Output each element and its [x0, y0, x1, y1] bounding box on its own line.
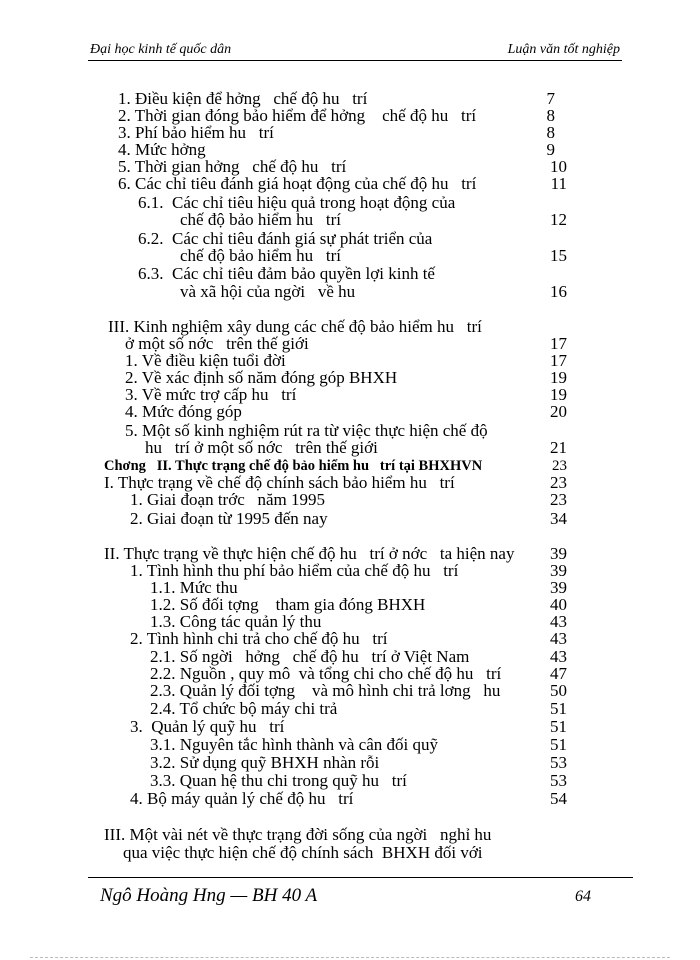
toc-entry: 6.2. Các chỉ tiêu đánh giá sự phát triển của	[138, 229, 433, 248]
toc-page: 10	[550, 157, 567, 176]
toc-entry: ở một số nớc trên thế giới	[125, 334, 309, 353]
toc-entry: 4. Mức đóng góp	[125, 402, 242, 421]
toc-entry: II. Thực trạng về thực hiện chế độ hu trí ở nớc ta hiện nay	[104, 544, 515, 563]
page-break-line	[30, 957, 670, 958]
toc-page: 23	[550, 473, 567, 492]
toc-page: 11	[550, 174, 567, 193]
toc-page: 17	[550, 334, 567, 353]
toc-entry: 2. Giai đoạn từ 1995 đến nay	[130, 509, 328, 528]
toc-entry: 3.2. Sử dụng quỹ BHXH nhàn rỗi	[150, 753, 380, 772]
toc-entry: 5. Thời gian hởng chế độ hu trí	[118, 157, 347, 176]
toc-page: 40	[550, 595, 567, 614]
toc-entry: 6.1. Các chỉ tiêu hiệu quả trong hoạt động của	[138, 193, 456, 212]
toc-entry: 1. Về điều kiện tuổi đời	[125, 351, 286, 370]
toc-entry: chế độ bảo hiểm hu trí	[180, 246, 341, 265]
toc-page: 21	[550, 438, 567, 457]
toc-page: 19	[550, 385, 567, 404]
toc-entry: 2.2. Nguồn , quy mô và tổng chi cho chế độ hu trí	[150, 664, 502, 683]
toc-entry: 6.3. Các chỉ tiêu đảm bảo quyền lợi kinh tế	[138, 264, 435, 283]
toc-chapter-heading: Chơng II. Thực trạng chế độ bảo hiểm hu trí tại BHXHVN	[104, 458, 483, 474]
toc-entry: hu trí ở một số nớc trên thế giới	[145, 438, 378, 457]
toc-entry: 3. Quản lý quỹ hu trí	[130, 717, 285, 736]
toc-page: 43	[550, 612, 567, 631]
toc-page: 23	[550, 490, 567, 509]
toc-page: 54	[550, 789, 567, 808]
toc-page: 16	[550, 282, 567, 301]
toc-page: 39	[550, 561, 567, 580]
toc-entry: 1.1. Mức thu	[150, 578, 238, 597]
toc-entry: 1. Tình hình thu phí bảo hiểm của chế độ hu trí	[130, 561, 459, 580]
toc-entry: 1.2. Số đối tợng tham gia đóng BHXH	[150, 595, 426, 614]
toc-entry: I. Thực trạng về chế độ chính sách bảo hiểm hu trí	[104, 473, 455, 492]
toc-page: 50	[550, 681, 567, 700]
toc-page: 39	[550, 578, 567, 597]
toc-page: 20	[550, 402, 567, 421]
toc-entry: chế độ bảo hiểm hu trí	[180, 210, 341, 229]
toc-entry: 5. Một số kinh nghiệm rút ra từ việc thực hiện chế độ	[125, 421, 488, 440]
header-university: Đại học kinh tế quốc dân	[90, 42, 232, 57]
toc-page: 53	[550, 771, 567, 790]
toc-page: 34	[550, 509, 567, 528]
toc-entry: 6. Các chỉ tiêu đánh giá hoạt động của chế độ hu trí	[118, 174, 477, 193]
toc-page: 8	[546, 123, 555, 142]
toc-entry: 2. Tình hình chi trả cho chế độ hu trí	[130, 629, 388, 648]
toc-page: 43	[550, 629, 567, 648]
header-rule	[88, 60, 622, 61]
header-thesis-title: Luận văn tốt nghiệp	[507, 42, 620, 57]
toc-entry: 4. Bộ máy quản lý chế độ hu trí	[130, 789, 354, 808]
toc-entry: III. Một vài nét về thực trạng đời sống của ngời nghỉ hu	[104, 825, 492, 844]
toc-page: 9	[546, 140, 555, 159]
page-number: 64	[575, 888, 591, 905]
toc-page: 23	[552, 458, 567, 474]
toc-entry: và xã hội của ngời về hu	[180, 282, 356, 301]
toc-page: 51	[550, 735, 567, 754]
toc-entry: 2.4. Tổ chức bộ máy chi trả	[150, 699, 338, 718]
toc-page: 51	[550, 717, 567, 736]
toc-entry: 1. Giai đoạn trớc năm 1995	[130, 490, 326, 509]
toc-page: 12	[550, 210, 567, 229]
toc-entry: 2. Về xác định số năm đóng góp BHXH	[125, 368, 398, 387]
toc-page: 53	[550, 753, 567, 772]
toc-entry: 3. Phí bảo hiểm hu trí	[118, 123, 274, 142]
footer-rule	[88, 877, 633, 878]
toc-entry: 2. Thời gian đóng bảo hiểm để hởng chế độ hu trí	[118, 106, 477, 125]
toc-page: 17	[550, 351, 567, 370]
toc-page: 15	[550, 246, 567, 265]
toc-entry: 2.1. Số ngời hởng chế độ hu trí ở Việt Nam	[150, 647, 470, 666]
toc-entry: 1. Điều kiện để hởng chế độ hu trí	[118, 89, 368, 108]
toc-entry: 3. Về mức trợ cấp hu trí	[125, 385, 297, 404]
toc-entry: 2.3. Quản lý đối tợng và mô hình chi trả lơng hu	[150, 681, 501, 700]
toc-entry: 3.1. Nguyên tắc hình thành và cân đối quỹ	[150, 735, 438, 754]
toc-page: 51	[550, 699, 567, 718]
toc-entry: qua việc thực hiện chế độ chính sách BHXH đối với	[123, 843, 483, 862]
toc-page: 7	[546, 89, 555, 108]
toc-entry: 3.3. Quan hệ thu chi trong quỹ hu trí	[150, 771, 407, 790]
toc-page: 39	[550, 544, 567, 563]
toc-page: 47	[550, 664, 567, 683]
toc-page: 19	[550, 368, 567, 387]
toc-entry: III. Kinh nghiệm xây dung các chế độ bảo hiểm hu trí	[108, 317, 482, 336]
toc-page: 43	[550, 647, 567, 666]
toc-page: 8	[546, 106, 555, 125]
toc-entry: 4. Mức hởng	[118, 140, 206, 159]
toc-entry: 1.3. Công tác quản lý thu	[150, 612, 322, 631]
footer-author: Ngô Hoàng Hng — BH 40 A	[100, 885, 318, 906]
page-header	[90, 40, 620, 60]
